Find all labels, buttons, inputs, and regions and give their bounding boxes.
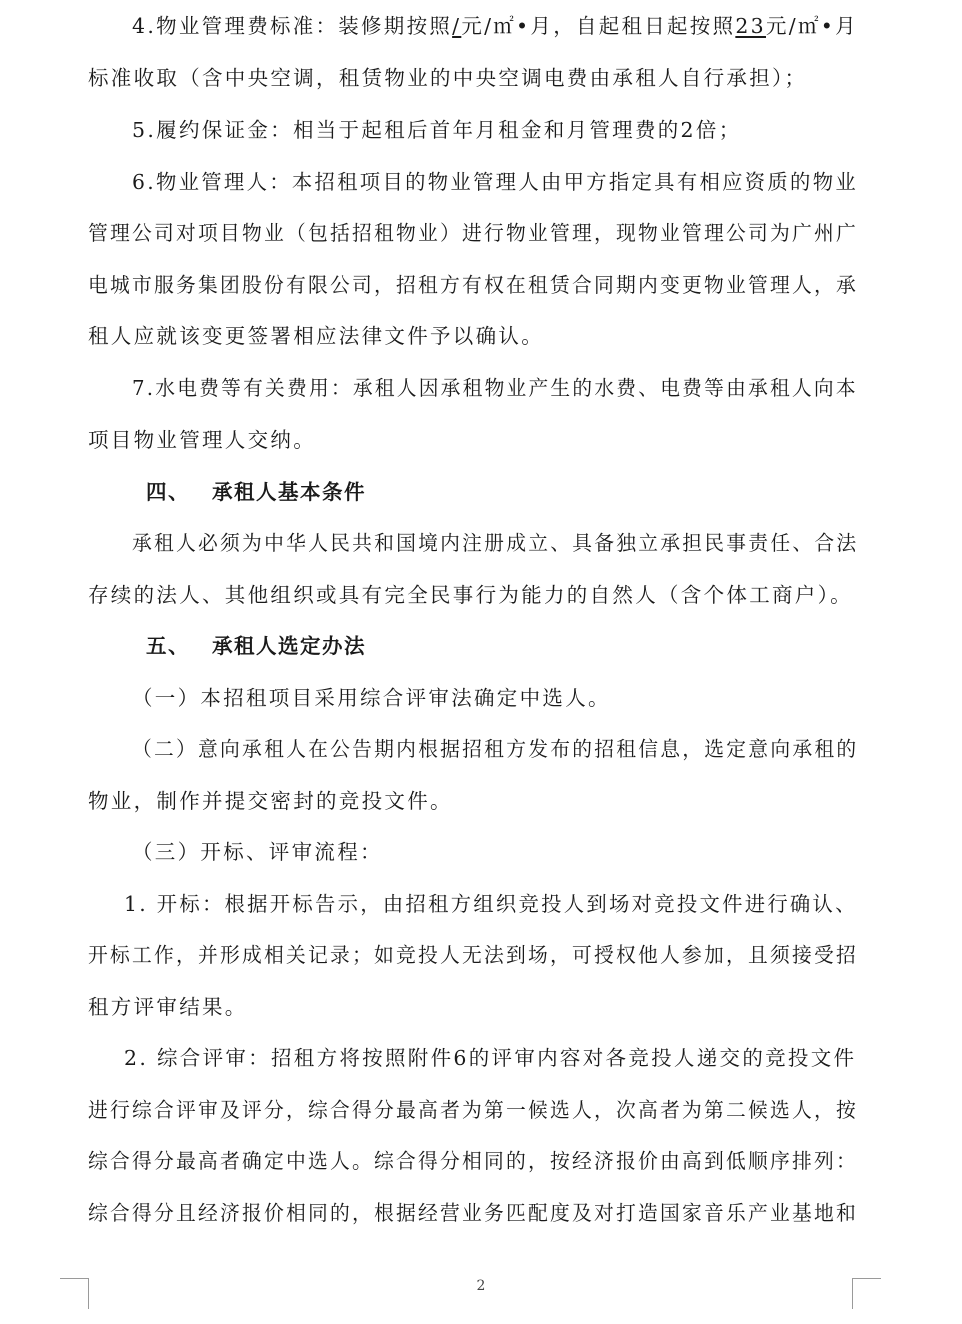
paragraph-line <box>132 12 858 40</box>
section-heading-5 <box>146 632 366 660</box>
paragraph-line: （一）本招租项目采用综合评审法确定中选人。 <box>132 686 611 710</box>
text-segment: 元/㎡•月，自起租日起按照 <box>461 14 736 38</box>
paragraph-line: 综合得分且经济报价相同的，根据经营业务匹配度及对打造国家音乐产业基地和 <box>88 1201 858 1225</box>
paragraph-line: 标准收取（含中央空调，租赁物业的中央空调电费由承租人自行承担）； <box>88 66 808 90</box>
paragraph-line: 物业，制作并提交密封的竞投文件。 <box>88 789 453 813</box>
paragraph-line: 租人应就该变更签署相应法律文件予以确认。 <box>88 324 544 348</box>
paragraph-line: 开标工作，并形成相关记录；如竞投人无法到场，可授权他人参加，且须接受招 <box>88 943 858 967</box>
section-title: 承租人选定办法 <box>212 634 366 658</box>
paragraph-line: 管理公司对项目物业（包括招租物业）进行物业管理，现物业管理公司为广州广 <box>88 221 858 245</box>
paragraph-line: 综合得分最高者确定中选人。综合得分相同的，按经济报价由高到低顺序排列： <box>88 1149 858 1173</box>
underlined-value: / <box>452 14 462 38</box>
paragraph-line: 租方评审结果。 <box>88 995 248 1019</box>
paragraph-line: 6.物业管理人：本招租项目的物业管理人由甲方指定具有相应资质的物业 <box>132 170 858 194</box>
paragraph-line: （二）意向承租人在公告期内根据招租方发布的招租信息，选定意向承租的 <box>132 737 859 761</box>
paragraph-line: （三）开标、评审流程： <box>132 840 383 864</box>
paragraph-line: 5.履约保证金：相当于起租后首年月租金和月管理费的2倍； <box>132 118 742 142</box>
paragraph-line: 进行综合评审及评分，综合得分最高者为第一候选人，次高者为第二候选人，按 <box>88 1098 858 1122</box>
paragraph-line: 存续的法人、其他组织或具有完全民事行为能力的自然人（含个体工商户）。 <box>88 583 853 607</box>
section-number: 四、 <box>146 480 190 504</box>
paragraph-line: 2. 综合评审：招租方将按照附件6的评审内容对各竞投人递交的竞投文件 <box>124 1046 857 1070</box>
text-segment: 元/㎡•月 <box>765 14 858 38</box>
paragraph-line: 电城市服务集团股份有限公司，招租方有权在租赁合同期内变更物业管理人，承 <box>88 273 858 297</box>
paragraph-line: 承租人必须为中华人民共和国境内注册成立、具备独立承担民事责任、合法 <box>132 531 859 555</box>
paragraph-line: 项目物业管理人交纳。 <box>88 428 316 452</box>
underlined-value: 23 <box>735 14 766 38</box>
paragraph-line: 1. 开标：根据开标告示，由招租方组织竞投人到场对竞投文件进行确认、 <box>124 892 858 916</box>
section-heading-4 <box>146 478 366 506</box>
section-title: 承租人基本条件 <box>212 480 366 504</box>
text-segment: 4.物业管理费标准：装修期按照 <box>132 14 453 38</box>
section-number: 五、 <box>146 634 190 658</box>
paragraph-line: 7.水电费等有关费用：承租人因承租物业产生的水费、电费等由承租人向本 <box>132 376 858 400</box>
page-number: 2 <box>476 1278 486 1294</box>
